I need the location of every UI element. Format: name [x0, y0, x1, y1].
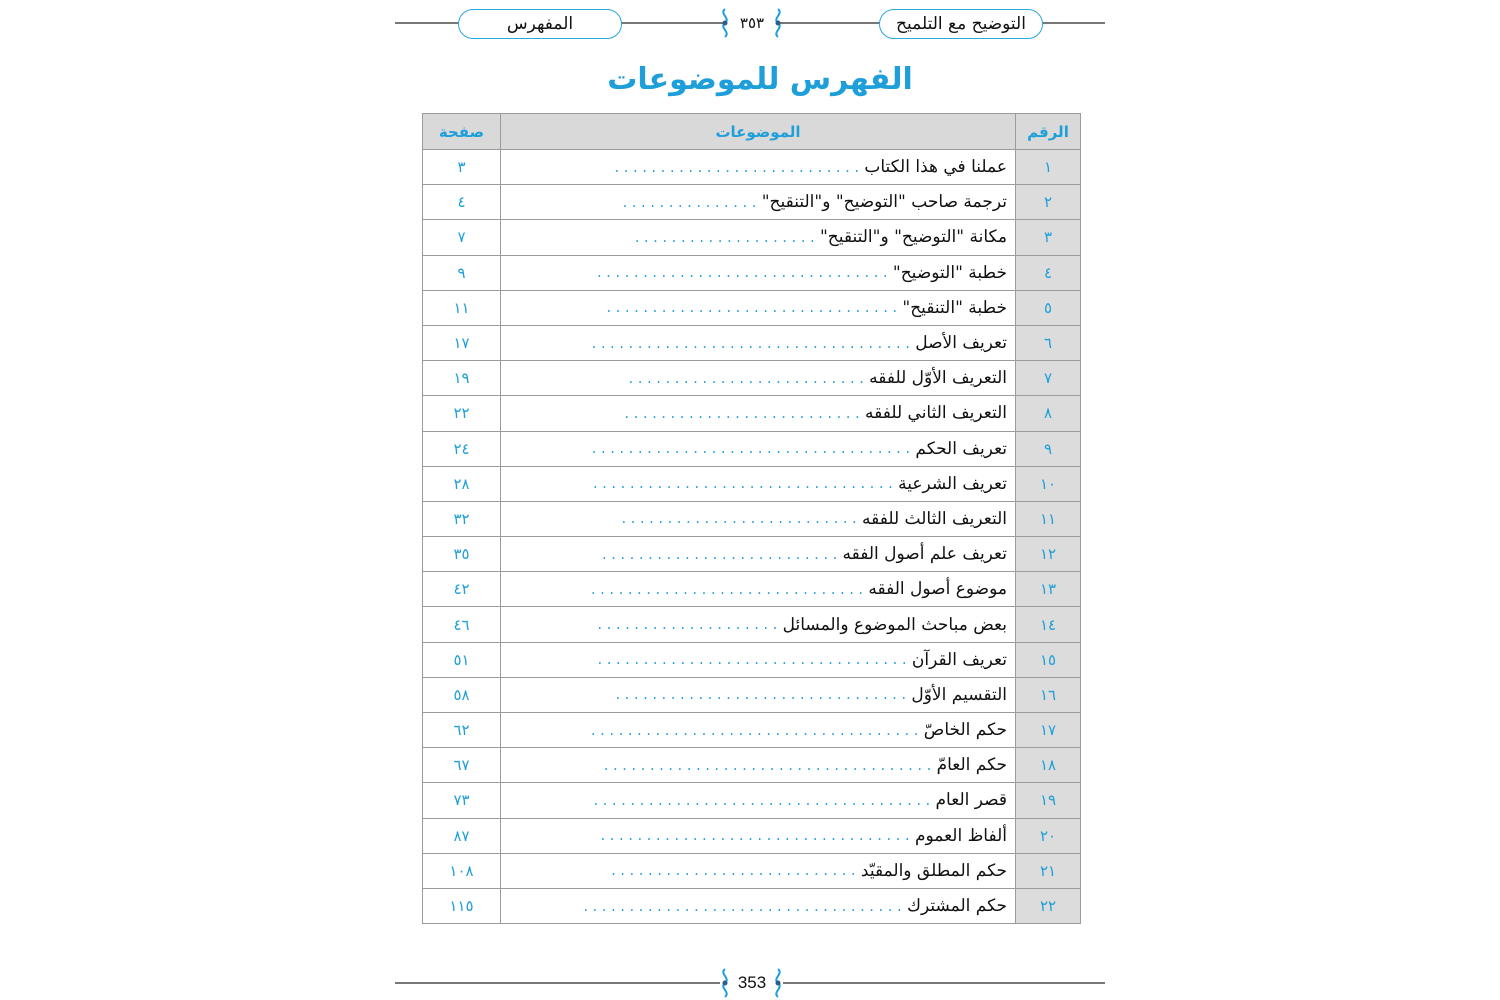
row-topic-cell: [501, 325, 1016, 360]
row-page: ٧٣: [423, 783, 501, 818]
dot-leader: ..................................: [596, 653, 910, 668]
dot-leader: ...................................: [590, 442, 914, 457]
header-book-title: التوضيح مع التلميح: [879, 9, 1043, 39]
table-row: [423, 818, 1081, 853]
row-page: ٣: [423, 150, 501, 185]
row-topic-cell: [501, 396, 1016, 431]
table-row: [423, 677, 1081, 712]
dot-leader: ..............................: [589, 582, 867, 597]
dot-leader: ....................................: [602, 758, 935, 773]
row-topic: موضوع أصول الفقه: [868, 579, 1007, 600]
row-topic: تعريف الأصل: [915, 333, 1007, 354]
row-number: ٤: [1016, 255, 1081, 290]
row-topic: قصر العام: [935, 790, 1007, 811]
dot-leader: .....................................: [592, 793, 934, 808]
row-topic-cell: [501, 255, 1016, 290]
header-section-label: المفهرس: [458, 9, 622, 39]
dot-leader: ....................: [633, 230, 818, 245]
table-row: [423, 150, 1081, 185]
dot-leader: ..........................: [620, 512, 861, 527]
row-topic: التعريف الأوّل للفقه: [869, 368, 1007, 389]
table-row: [423, 255, 1081, 290]
row-topic: التعريف الثالث للفقه: [862, 508, 1007, 529]
row-topic: عملنا في هذا الكتاب: [864, 157, 1007, 178]
row-topic-cell: [501, 572, 1016, 607]
row-page: ٥١: [423, 642, 501, 677]
dot-leader: ................................: [614, 688, 910, 703]
row-number: ١٠: [1016, 466, 1081, 501]
dot-leader: ....................................: [589, 723, 922, 738]
row-number: ١١: [1016, 501, 1081, 536]
row-topic: حكم المشترك: [906, 896, 1007, 917]
row-page: ٨٧: [423, 818, 501, 853]
row-topic: التقسيم الأوّل: [911, 684, 1007, 705]
table-row: [423, 501, 1081, 536]
dot-leader: ..................................: [599, 829, 913, 844]
row-topic-cell: [501, 220, 1016, 255]
row-topic: حكم العامّ: [936, 755, 1007, 776]
row-page: ٦٧: [423, 748, 501, 783]
row-topic: ألفاظ العموم: [914, 825, 1007, 846]
dot-leader: ................................: [605, 301, 901, 316]
row-topic-cell: [501, 748, 1016, 783]
row-topic-cell: [501, 818, 1016, 853]
row-topic: تعريف القرآن: [911, 649, 1007, 670]
header-page-number: ٣٥٣: [739, 14, 765, 32]
row-topic: ترجمة صاحب "التوضيح" و"التنقيح": [761, 192, 1007, 213]
row-number: ٢٢: [1016, 888, 1081, 923]
row-page: ١٧: [423, 325, 501, 360]
row-topic-cell: [501, 361, 1016, 396]
row-topic: خطبة "التوضيح": [892, 262, 1007, 283]
row-number: ١٢: [1016, 537, 1081, 572]
footer-rule-left: [395, 982, 720, 984]
row-number: ١٥: [1016, 642, 1081, 677]
row-page: ٤٢: [423, 572, 501, 607]
column-header-topic: الموضوعات: [501, 114, 1016, 150]
row-topic-cell: [501, 853, 1016, 888]
row-topic: بعض مباحث الموضوع والمسائل: [782, 614, 1007, 635]
table-row: [423, 713, 1081, 748]
dot-leader: ...........................: [609, 864, 859, 879]
table-row: [423, 325, 1081, 360]
row-page: ١١: [423, 290, 501, 325]
row-page: ٢٤: [423, 431, 501, 466]
row-page: ٧: [423, 220, 501, 255]
table-row: [423, 572, 1081, 607]
row-topic-cell: [501, 466, 1016, 501]
row-topic: تعريف علم أصول الفقه: [842, 544, 1007, 565]
row-number: ٢٠: [1016, 818, 1081, 853]
row-topic-cell: [501, 888, 1016, 923]
footer-rule-right: [783, 982, 1105, 984]
row-number: ١٣: [1016, 572, 1081, 607]
row-page: ٤٦: [423, 607, 501, 642]
row-topic-cell: [501, 150, 1016, 185]
table-row: [423, 748, 1081, 783]
row-topic-cell: [501, 537, 1016, 572]
row-number: ٢١: [1016, 853, 1081, 888]
row-number: ١٦: [1016, 677, 1081, 712]
row-topic: تعريف الحكم: [915, 438, 1007, 459]
row-topic: خطبة "التنقيح": [902, 297, 1007, 318]
dot-leader: ..........................: [627, 371, 868, 386]
table-row: [423, 290, 1081, 325]
row-number: ٧: [1016, 361, 1081, 396]
footer-page-number: 353: [737, 973, 767, 992]
row-number: ١٨: [1016, 748, 1081, 783]
row-page: ١٠٨: [423, 853, 501, 888]
table-row: [423, 642, 1081, 677]
row-topic: حكم الخاصّ: [923, 720, 1007, 741]
row-number: ١٤: [1016, 607, 1081, 642]
row-topic: مكانة "التوضيح" و"التنقيح": [819, 227, 1007, 248]
dot-leader: ...........................: [613, 160, 863, 175]
table-header-row: [423, 114, 1081, 150]
row-topic: التعريف الثاني للفقه: [865, 403, 1007, 424]
dot-leader: ..........................: [623, 406, 863, 421]
row-number: ٩: [1016, 431, 1081, 466]
column-header-page: صفحة: [423, 114, 501, 150]
dot-leader: ..........................: [600, 547, 841, 562]
dot-leader: ................................: [595, 266, 891, 281]
row-topic-cell: [501, 677, 1016, 712]
row-page: ١١٥: [423, 888, 501, 923]
row-page: ٢٢: [423, 396, 501, 431]
row-page: ٢٨: [423, 466, 501, 501]
row-topic-cell: [501, 607, 1016, 642]
table-row: [423, 888, 1081, 923]
row-page: ٣٢: [423, 501, 501, 536]
row-number: ١: [1016, 150, 1081, 185]
column-header-number: الرقم: [1016, 114, 1081, 150]
row-number: ١٧: [1016, 713, 1081, 748]
dot-leader: ....................: [596, 618, 781, 633]
table-row: [423, 361, 1081, 396]
dot-leader: ...................................: [590, 336, 914, 351]
table-row: [423, 431, 1081, 466]
row-number: ٥: [1016, 290, 1081, 325]
dot-leader: .................................: [591, 477, 897, 492]
row-topic-cell: [501, 783, 1016, 818]
row-topic-cell: [501, 290, 1016, 325]
row-page: ١٩: [423, 361, 501, 396]
topics-index-table: [422, 113, 1081, 924]
ornament-icon: [771, 968, 785, 998]
row-number: ٦: [1016, 325, 1081, 360]
row-topic-cell: [501, 501, 1016, 536]
row-topic-cell: [501, 185, 1016, 220]
table-row: [423, 783, 1081, 818]
dot-leader: ...................................: [582, 899, 905, 914]
row-topic: حكم المطلق والمقيّد: [860, 860, 1007, 881]
row-page: ٣٥: [423, 537, 501, 572]
row-topic-cell: [501, 642, 1016, 677]
row-topic-cell: [501, 431, 1016, 466]
row-page: ٤: [423, 185, 501, 220]
page-title: الفهرس للموضوعات: [607, 62, 913, 97]
row-number: ٢: [1016, 185, 1081, 220]
table-row: [423, 220, 1081, 255]
row-topic: تعريف الشرعية: [898, 473, 1007, 494]
row-topic-cell: [501, 713, 1016, 748]
row-page: ٦٢: [423, 713, 501, 748]
row-page: ٩: [423, 255, 501, 290]
table-row: [423, 396, 1081, 431]
row-page: ٥٨: [423, 677, 501, 712]
row-number: ٨: [1016, 396, 1081, 431]
table-row: [423, 185, 1081, 220]
table-row: [423, 537, 1081, 572]
row-number: ١٩: [1016, 783, 1081, 818]
table-row: [423, 607, 1081, 642]
table-row: [423, 853, 1081, 888]
table-row: [423, 466, 1081, 501]
ornament-icon: [771, 8, 785, 38]
row-number: ٣: [1016, 220, 1081, 255]
dot-leader: ...............: [621, 195, 760, 210]
